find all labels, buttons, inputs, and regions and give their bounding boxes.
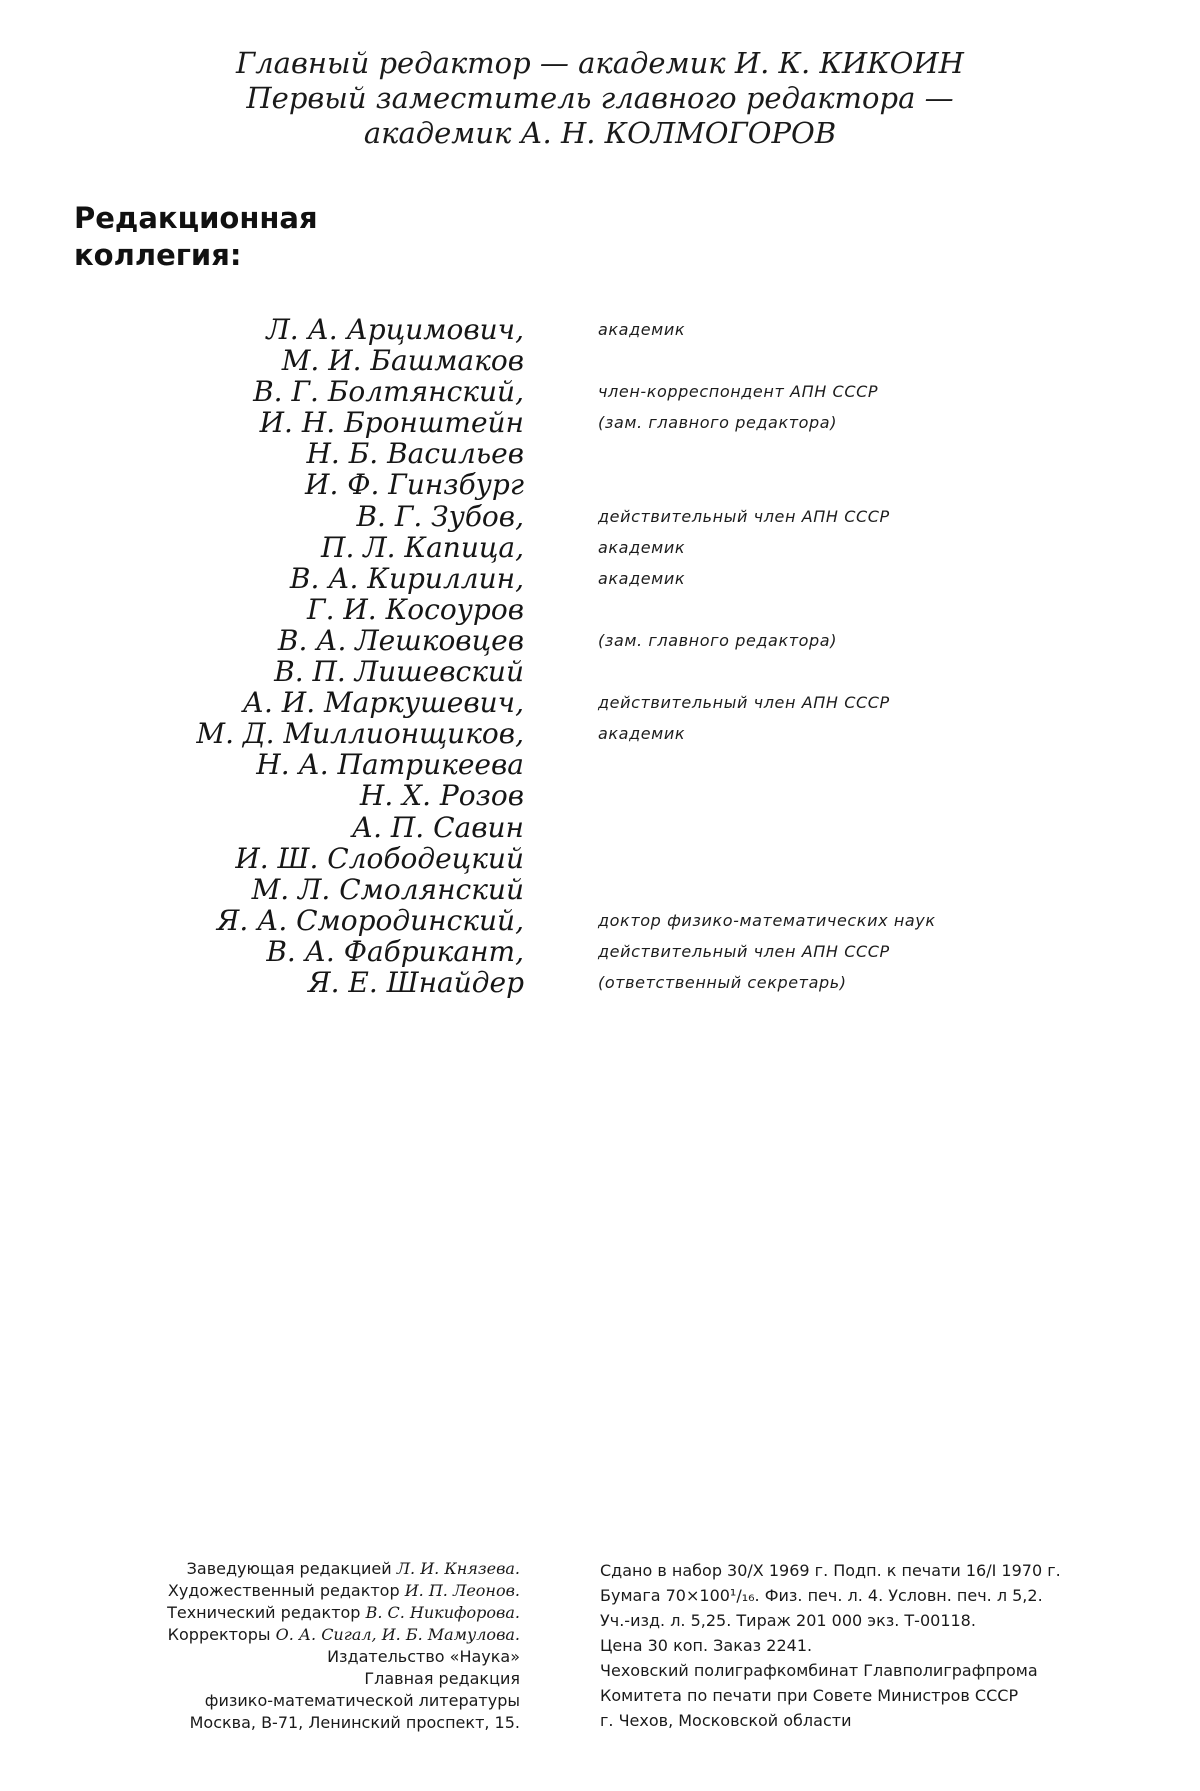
proofreaders-names: О. А. Сигал, И. Б. Мамулова. [275,1625,520,1644]
printer-location: г. Чехов, Московской области [600,1711,852,1730]
member-name: М. Л. Смолянский [251,872,524,906]
editor-in-chief-line: Главный редактор — академик И. К. КИКОИН [236,46,964,80]
managing-editor-name: Л. И. Князева. [396,1559,520,1578]
printer-committee: Комитета по печати при Совете Министров СССР [600,1686,1019,1705]
member-role: доктор физико-математических наук [598,910,936,930]
member-name: В. А. Фабрикант, [266,934,524,968]
imprint-print-details [600,1558,1061,1733]
member-role: действительный член АПН СССР [598,941,890,961]
board-title-line1: Редакционная [74,201,318,235]
member-role: (зам. главного редактора) [598,413,838,433]
board-member [0,656,1200,687]
print-run: Уч.-изд. л. 5,25. Тираж 201 000 экз. Т-00118. [600,1611,976,1630]
member-name: Я. Е. Шнайдер [307,965,524,999]
paper-format: Бумага 70×100¹/₁₆. Физ. печ. л. 4. Условн. печ. л 5,2. [600,1586,1043,1605]
board-member [0,812,1200,843]
board-member [0,532,1200,563]
proofreaders-line [167,1624,520,1646]
first-deputy-name-line: академик А. Н. КОЛМОГОРОВ [363,116,837,150]
member-name: А. И. Маркушевич, [242,686,524,720]
board-member [0,780,1200,811]
member-name: Н. А. Патрикеева [256,748,524,782]
publisher-address: Москва, В-71, Ленинский проспект, 15. [189,1713,520,1732]
member-name: Н. Б. Васильев [306,437,524,471]
tech-editor-name: В. С. Никифорова. [365,1603,520,1622]
editorial-board-title [74,200,318,274]
member-name: А. П. Савин [351,810,524,844]
member-name: Я. А. Смородинский, [216,903,524,937]
managing-editor-line [167,1558,520,1580]
board-member [0,874,1200,905]
member-name: В. П. Лишевский [274,655,524,689]
member-name: М. И. Башмаков [281,344,524,378]
board-member [0,749,1200,780]
member-role: академик [598,320,686,339]
board-member [0,563,1200,594]
art-editor-label: Художественный редактор [167,1581,400,1600]
board-title-line2: коллегия: [74,238,242,272]
art-editor-line [167,1580,520,1602]
masthead [0,46,1200,151]
member-role: (зам. главного редактора) [598,630,838,650]
member-role: член-корреспондент АПН СССР [598,382,879,402]
tech-editor-line [167,1602,520,1624]
board-member [0,936,1200,967]
member-name: В. А. Кириллин, [289,561,524,595]
member-name: Л. А. Арцимович, [266,313,524,346]
board-member [0,625,1200,656]
member-role: действительный член АПН СССР [598,693,890,713]
member-role: академик [598,568,686,588]
member-name: Н. Х. Розов [359,779,524,813]
board-member [0,905,1200,936]
member-role: (ответственный секретарь) [598,972,847,992]
first-deputy-line: Первый заместитель главного редактора — [246,81,954,115]
board-member [0,469,1200,500]
proofreaders-label: Корректоры [167,1625,271,1644]
board-member [0,687,1200,718]
member-name: И. Ш. Слободецкий [235,841,524,875]
publisher-name: Издательство «Наука» [327,1647,520,1666]
member-name: В. Г. Зубов, [356,499,524,533]
price-order: Цена 30 коп. Заказ 2241. [600,1636,813,1655]
member-name: П. Л. Капица, [321,530,524,564]
member-name: В. А. Лешковцев [277,623,524,657]
member-name: В. Г. Болтянский, [253,375,524,409]
board-member [0,594,1200,625]
member-name: М. Д. Миллионщиков, [196,717,524,751]
publisher-office: Главная редакция [364,1669,520,1688]
board-member [0,376,1200,407]
member-role: академик [598,537,686,557]
board-member [0,501,1200,532]
imprint-credits [167,1558,520,1734]
printer-name: Чеховский полиграфкомбинат Главполиграфпрома [600,1661,1038,1680]
board-member [0,718,1200,749]
publisher-office-line2: физико-математической литературы [204,1691,520,1710]
board-member [0,345,1200,376]
board-member [0,967,1200,998]
board-member [0,843,1200,874]
board-member [0,314,1200,345]
managing-editor-label: Заведующая редакцией [186,1559,392,1578]
board-member [0,438,1200,469]
member-name: И. Н. Бронштейн [259,406,524,440]
member-name: Г. И. Косоуров [307,592,524,626]
tech-editor-label: Технический редактор [167,1603,361,1622]
art-editor-name: И. П. Леонов. [404,1581,520,1600]
print-dates: Сдано в набор 30/X 1969 г. Подп. к печати 16/I 1970 г. [600,1561,1061,1580]
member-role: академик [598,724,686,744]
board-member-list [0,314,1200,998]
member-role: действительный член АПН СССР [598,506,890,526]
board-member [0,407,1200,438]
member-name: И. Ф. Гинзбург [305,468,524,502]
